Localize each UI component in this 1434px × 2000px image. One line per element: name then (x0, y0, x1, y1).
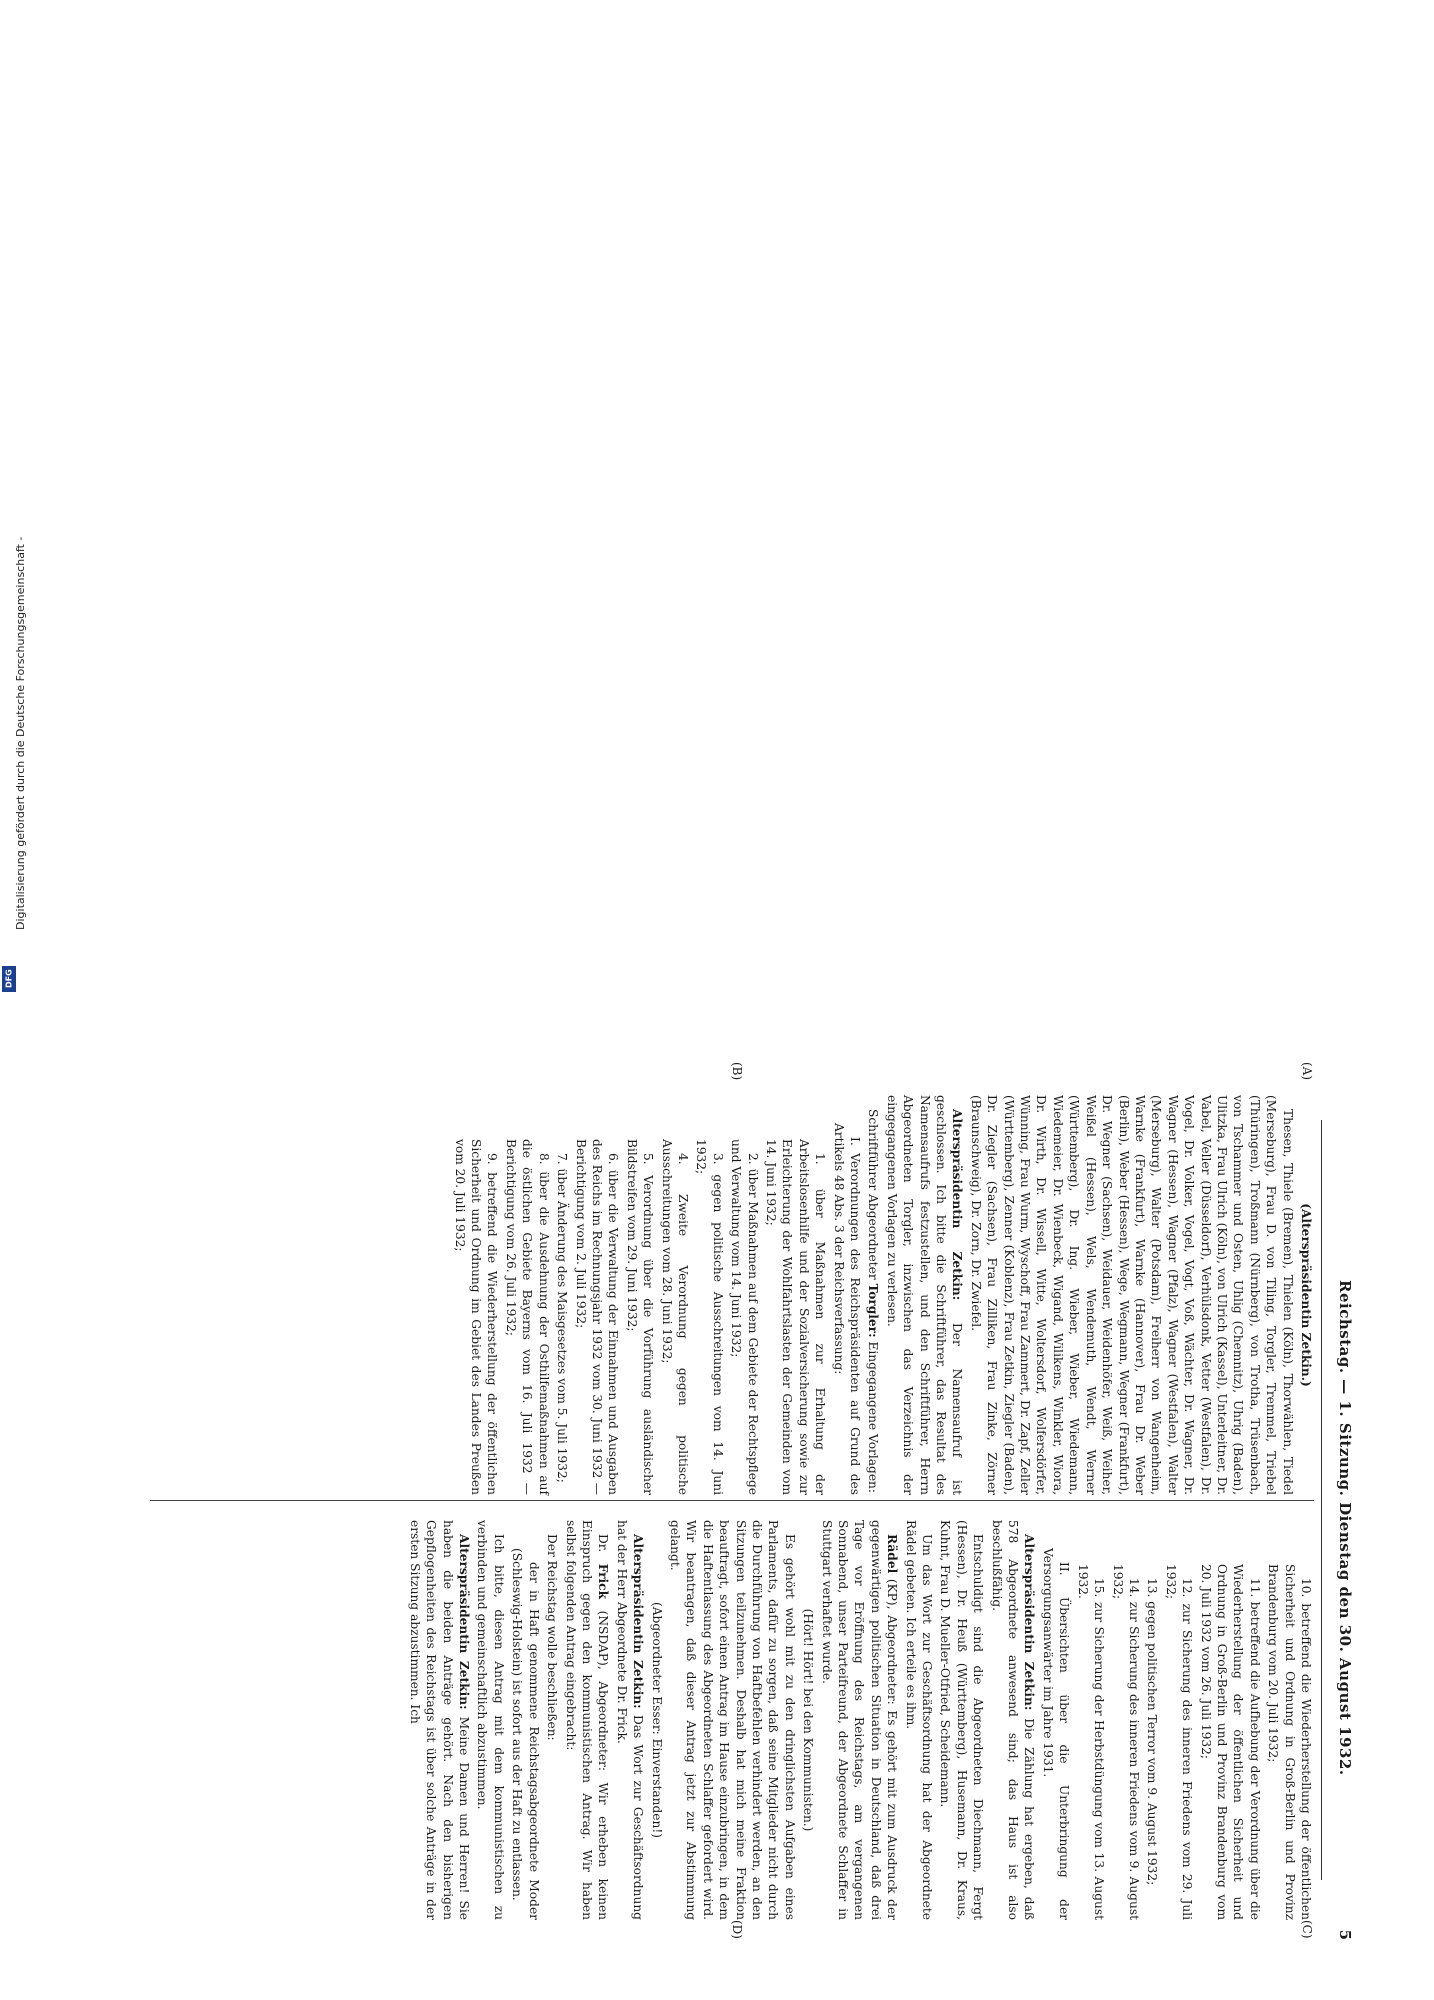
credit-strip (0, 0, 27, 1000)
list-item: 2. über Maßnahmen auf dem Gebiete der Rechtspflege und Verwaltung vom 14. Juni 1932; (729, 1139, 760, 1495)
list-item: 13. gegen politischen Terror vom 9. August 1932; (1145, 1578, 1160, 1886)
speech-paragraph: Alterspräsidentin Zetkin: Der Namensaufruf ist geschlossen. Ich bitte die Schriftführer, das Resultat des Namensaufrufs festzustellen, und den Schriftführer, Herrn Abgeordneten Torgler, inzwischen das Verzeichnis der eingegangenen Vorlagen zu verlesen. (884, 1095, 965, 1495)
page-number: 5 (1336, 1929, 1354, 1940)
list-item: 1. über Maßnahmen zur Erhaltung der Arbeitslosenhilfe und der Sozialversicherung sowie zur Erleichterung der Wohlfahrtslasten der Gemeinden vom 14. Juni 1932; (764, 1139, 828, 1495)
text-paragraph: Es gehört wohl mit zu den dringlichsten Aufgaben eines Parlaments, dafür zu sorgen, daß seine Mitglieder nicht durch die Durchführung von Haftbefehlen verhindert werden, an den Sitzungen teilzunehmen. Deshalb hat mich meine Fraktion beauftragt, sofort einen Antrag im Hause einzubringen, in dem die Haftentlassung des Abgeordneten Schlaffer gefordert wird. Wir beantragen, daß dieser Antrag jetzt zur Abstimmung gelangt. (667, 1520, 797, 1920)
right-column (404, 1520, 1314, 1920)
list-item: 4. Zweite Verordnung gegen politische Ausschreitungen vom 28. Juni 1932; (659, 1139, 690, 1495)
speaker-name: Frick (596, 1563, 611, 1600)
text-paragraph: Ich bitte, diesen Antrag mit dem kommunistischen zu verbinden und gemeinschaftlich abzustimmen. (475, 1520, 506, 1920)
text-paragraph: Entschuldigt sind die Abgeordneten Diechmann, Fergt (Hessen), Dr. Heuß (Württemberg), Husemann, Dr. Kraus, Kuhnt, Frau D. Mueller-Otfried, Scheidemann. (938, 1520, 986, 1920)
list-item: II. Übersichten über die Unterbringung der Versorgungsanwärter im Jahre 1931. (1040, 1548, 1072, 1920)
speaker-heading: (Alterspräsidentin Zetkin.) (1299, 1203, 1313, 1387)
quote-line: der in Haft genommene Reichstagsabgeordnete Moder (Schleswig-Holstein) ist sofort aus der Haft zu entlassen. (510, 1548, 541, 1920)
list-item: 14. zur Sicherung des inneren Friedens vom 9. August 1932; (1110, 1564, 1141, 1920)
list-item: 11. betreffend die Aufhebung der Verordnung über die Wiederherstellung der öffentlichen Sicherheit und Ordnung in Groß-Berlin und Provinz Brandenburg vom 20. Juli 1932 vom 26. Juli 1932; (1198, 1564, 1262, 1920)
list-item: 5. Verordnung über die Vorführung ausländischer Bildstreifen vom 29. Juni 1932; (624, 1139, 656, 1495)
speech-paragraph: Alterspräsidentin Zetkin: Meine Damen und Herren! Sie haben die beiden Anträge gehört. Nach den bisherigen Gepflogenheiten des Reichstags ist über solche Anträge in der ersten Sitzung abzustimmen. Ich (407, 1520, 472, 1920)
margin-mark-d: (D) (730, 1920, 744, 1939)
text-paragraph: Um das Wort zur Geschäftsordnung hat der Abgeordnete Rädel gebeten. Ich erteile es ihm. (903, 1520, 935, 1920)
speaker-name: Alterspräsidentin Zetkin: (950, 1109, 965, 1301)
speaker-name: Rädel (885, 1534, 900, 1574)
credit-text: Digitalisierung gefördert durch die Deutsche Forschungsgemeinschaft - (14, 536, 27, 930)
header-rule (1321, 1120, 1322, 1880)
list-item: 10. betreffend die Wiederherstellung der öffentlichen Sicherheit und Ordnung in Groß-Berlin und Provinz Brandenburg vom 20. Juli 1932; (1266, 1564, 1313, 1920)
speech-paragraph: Schriftführer Abgeordneter Torgler: Eingegangene Vorlagen: (866, 1109, 881, 1493)
speaker-name: Alterspräsidentin Zetkin: (457, 1534, 472, 1710)
speaker-name: Torgler: (866, 1283, 881, 1338)
column-divider (150, 1500, 1314, 1501)
list-item: 12. zur Sicherung des inneren Friedens vom 29. Juli 1932; (1163, 1564, 1195, 1920)
speaker-name: Alterspräsidentin Zetkin: (1022, 1534, 1037, 1711)
list-item: 15. zur Sicherung der Herbstdüngung vom 13. August 1932. (1075, 1564, 1107, 1920)
page-title: Reichstag. — 1. Sitzung. Dienstag den 30. August 1932. (1336, 1280, 1354, 1776)
speech-paragraph: Alterspräsidentin Zetkin: Das Wort zur Geschäftsordnung hat der Herr Abgeordnete Dr. Frick. (614, 1520, 646, 1920)
interjection: (Hört! Hört! bei den Kommunisten.) (801, 1608, 816, 1832)
quote-line: Der Reichstag wolle beschließen: (545, 1534, 560, 1741)
speech-paragraph: Alterspräsidentin Zetkin: Die Zählung hat ergeben, daß 578 Abgeordnete anwesend sind; das Haus ist also beschlußfähig. (989, 1520, 1037, 1920)
left-column (449, 1095, 1314, 1495)
list-item: 8. über die Ausdehnung der Osthilfemaßnahmen auf die östlichen Gebiete Bayerns vom 16. Juli 1932 — Berichtigung vom 26. Juli 1932; (503, 1139, 551, 1495)
dfg-logo: DFG (2, 966, 16, 992)
list-item: I. Verordnungen des Reichspräsidenten auf Grund des Artikels 48 Abs. 3 der Reichsverfassung: (831, 1123, 863, 1495)
speaker-name: Alterspräsidentin Zetkin: (631, 1534, 646, 1709)
interjection: (Abgeordneter Esser: Einverstanden!) (649, 1602, 664, 1838)
list-item: 7. über Änderung des Maisgesetzes vom 5. Juli 1932; (555, 1153, 570, 1483)
list-item: 6. über die Verwaltung der Einnahmen und Ausgaben des Reichs im Rechnungsjahr 1932 vom 30. Juni 1932 — Berichtigung vom 2. Juli 1932; (573, 1139, 621, 1495)
name-list: Thesen, Thiele (Bremen), Thielen (Köln), Thorwählen, Tiedel (Merseburg), Frau D. von Tiling, Torgler, Tremmel, Triebel (Thüringen), Troßmann (Nürnberg), von Trotha, Trüsenbach, von Tschammer und Osten, Uhlig (Chemnitz), Uhrig (Baden), Ulitzka, Frau Ulrich (Köln), von Ulrich (Kassel), Unterleitner, Dr. Vabel, Veller (Düsseldorf), Verhülsdonk, Vetter (Westfalen), Dr. Vogel, Dr. Volker, Vogel, Vogt, Voß, Wächter, Dr. Wagner, Dr. Wagner (Hessen), Wagner (Pfalz), Wagner (Westfalen), Walter (Merseburg), Walter (Potsdam), Freiherr von Wangenheim, Warnke (Frankfurt), Warnke (Hannover), Frau Dr. Weber (Berlin), Weber (Hessen), Wege, Wegmann, Wegner (Frankfurt), Dr. Wegner (Sachsen), Weidauer, Weidenhöfer, Weiß, Weiher, Weißel (Hessen), Wels, Wendemuth, Wendt, Werner (Württemberg), Dr. Ing. Wieber, Wieber, Wiedemann, Wiedemeier, Dr. Wienbeck, Wigand, Wilikens, Winkler, Wiora, Dr. Wirth, Dr. Wissell, Witte, Woltersdorf, Wolfersdörfer, Wünning, Frau Wurm, Wyschoff, Frau Zammert, Dr. Zapf, Zeller (Württemberg), Zenner (Koblenz), Frau Zetkin, Ziegler (Baden), Dr. Ziegler (Sachsen), Frau Zilliken, Frau Zinke, Zörner (Braunschweig), Dr. Zorn, Dr. Zwiefel. (968, 1095, 1295, 1495)
list-item: 3. gegen politische Ausschreitungen vom 14. Juni 1932; (694, 1139, 725, 1495)
speech-paragraph: Rädel (KP), Abgeordneter: Es gehört mit zum Ausdruck der gegenwärtigen politischen Situation in Deutschland, daß drei Tage vor Eröffnung des Reichstags, am vergangenen Sonnabend, unser Parteifreund, der Abgeordnete Schlaffer in Stuttgart verhaftet wurde. (819, 1520, 900, 1920)
margin-mark-b: (B) (730, 1062, 744, 1081)
margin-mark-c: (C) (1300, 1920, 1314, 1939)
speech-paragraph: Dr. Frick (NSDAP), Abgeordneter: Wir erheben keinen Einspruch gegen den kommunistischen Antrag. Wir haben selbst folgenden Antrag eingebracht: (563, 1520, 611, 1921)
list-item: 9. betreffend die Wiederherstellung der öffentlichen Sicherheit und Ordnung im Gebiet des Landes Preußen vom 20. Juli 1932; (452, 1139, 500, 1495)
margin-mark-a: (A) (1300, 1062, 1314, 1081)
rotated-document-page (0, 1000, 1434, 2000)
page-header (1324, 1080, 1354, 1940)
